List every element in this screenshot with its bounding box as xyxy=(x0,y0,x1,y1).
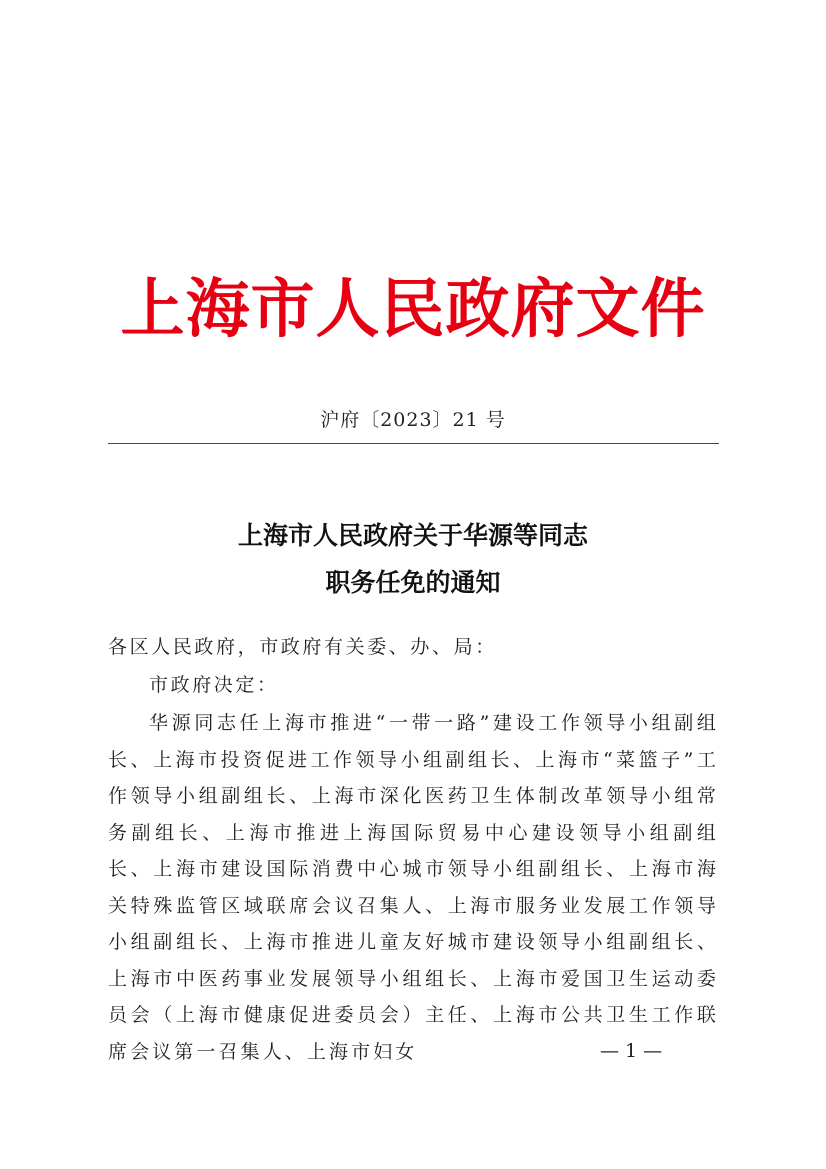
body-paragraph: 华源同志任上海市推进“一带一路”建设工作领导小组副组长、上海市投资促进工作领导小组副组长、上海市“菜篮子”工作领导小组副组长、上海市深化医药卫生体制改革领导小组常务副组长、上海市推进上海国际贸易中心建设领导小组副组长、上海市建设国际消费中心城市领导小组副组长、上海市海关特殊监管区域联席会议召集人、上海市服务业发展工作领导小组副组长、上海市推进儿童友好城市建设领导小组副组长、上海市中医药事业发展领导小组组长、上海市爱国卫生运动委员会（上海市健康促进委员会）主任、上海市公共卫生工作联席会议第一召集人、上海市妇女 xyxy=(108,712,719,1063)
document-title-line-2: 职务任免的通知 xyxy=(325,568,501,597)
red-divider-line xyxy=(108,443,719,444)
decision-intro: 市政府决定： xyxy=(149,674,279,696)
page-number: — 1 — xyxy=(600,1040,663,1062)
salutation: 各区人民政府，市政府有关委、办、局： xyxy=(108,636,497,658)
document-title-line-1: 上海市人民政府关于华源等同志 xyxy=(237,521,588,550)
document-number: 沪府〔2023〕21 号 xyxy=(320,409,506,431)
document-masthead: 上海市人民政府文件 xyxy=(120,272,706,347)
